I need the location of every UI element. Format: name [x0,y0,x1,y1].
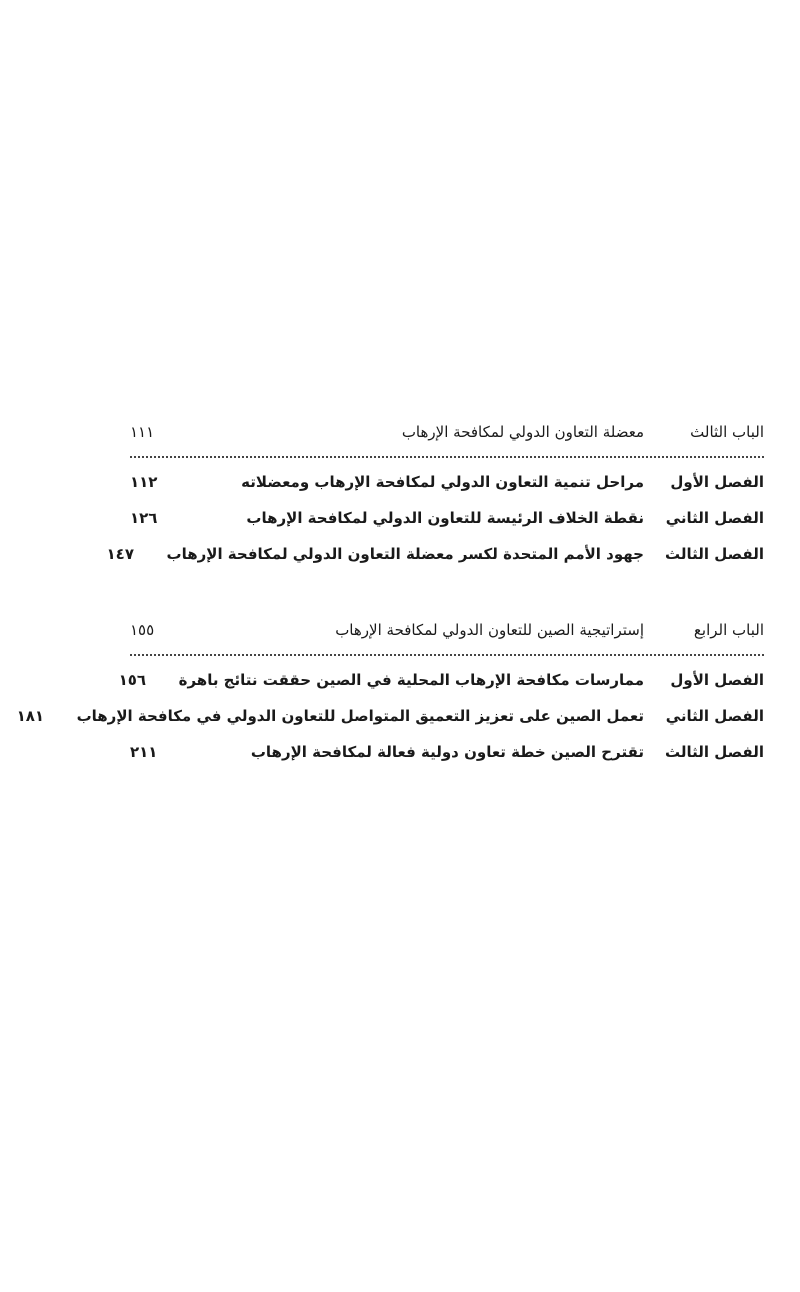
part-heading-row [130,410,764,454]
part-heading-row [130,608,764,652]
table-of-contents [16,410,764,806]
chapter-row [130,464,764,500]
page-number: ١٨١ [16,707,45,725]
chapter-title: مراحل تنمية التعاون الدولي لمكافحة الإرهاب ومعضلاته [241,473,644,491]
part-label: الباب الرابع [693,621,764,639]
chapter-title: نقطة الخلاف الرئيسة للتعاون الدولي لمكافحة الإرهاب [246,509,644,527]
chapter-title: تعمل الصين على تعزيز التعميق المتواصل للتعاون الدولي في مكافحة الإرهاب [76,707,644,725]
dotted-divider [130,654,764,656]
page-number: ١٥٥ [130,621,155,639]
chapter-row [16,698,764,734]
chapter-label: الفصل الأول [670,473,764,491]
part-title: إستراتيجية الصين للتعاون الدولي لمكافحة الإرهاب [335,621,644,639]
part-title: معضلة التعاون الدولي لمكافحة الإرهاب [401,423,644,441]
chapter-title: تقترح الصين خطة تعاون دولية فعالة لمكافحة الإرهاب [250,743,644,761]
dotted-divider [130,456,764,458]
chapter-row [130,500,764,536]
page-number: ٢١١ [130,743,158,761]
chapter-label: الفصل الثالث [664,743,764,761]
page-number: ١٤٧ [106,545,134,563]
chapter-label: الفصل الثاني [665,509,764,527]
part-label: الباب الثالث [690,423,764,441]
chapter-row [118,662,764,698]
chapter-title: ممارسات مكافحة الإرهاب المحلية في الصين حققت نتائج باهرة [178,671,644,689]
chapter-label: الفصل الثالث [664,545,764,563]
page-number: ١٢٦ [130,509,158,527]
chapter-title: جهود الأمم المتحدة لكسر معضلة التعاون الدولي لمكافحة الإرهاب [166,545,644,563]
chapter-label: الفصل الثاني [665,707,764,725]
part-section [16,608,764,770]
chapter-row [106,536,764,572]
page-number: ١١١ [130,423,155,441]
page-number: ١١٢ [130,473,158,491]
chapter-label: الفصل الأول [670,671,764,689]
chapter-row [130,734,764,770]
page-number: ١٥٦ [118,671,147,689]
part-section [106,410,764,572]
